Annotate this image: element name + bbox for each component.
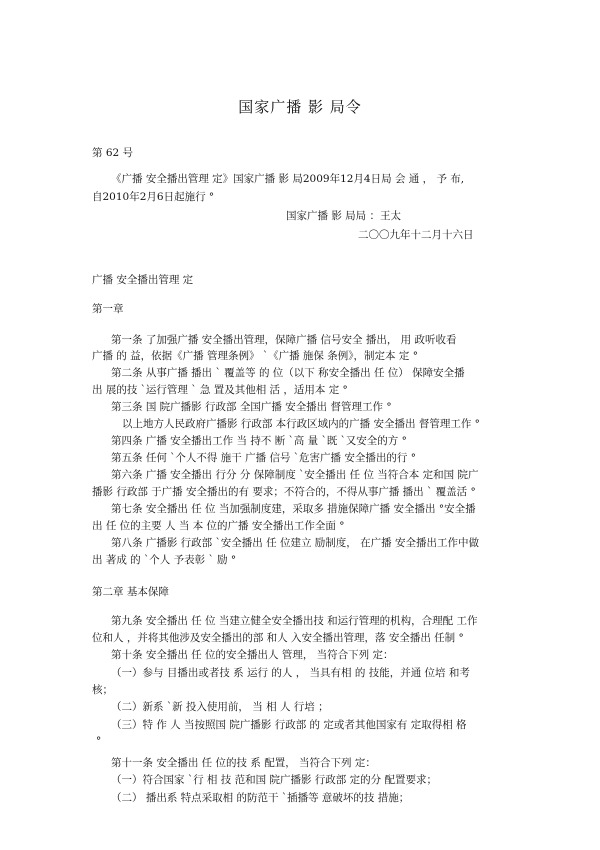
- intro-line: 《广播 安全播出管理 定》国家广播 影 局2009年12月4日局 会 通 ， 予 布,: [111, 173, 465, 185]
- signature-line: 国家广播 影 局局 ：王太: [286, 210, 402, 222]
- article-line: （三）特 作 人 当按照国 院广播影 行政部 的 定或者其他国家有 定取得相 格: [111, 719, 467, 731]
- article-line: （一）符合国家 `行 相 技 范和国 院广播影 行政部 定的分 配置要求；: [111, 774, 437, 786]
- article-line: （二）新系 `新 投入使用前， 当 相 人 行培 ；: [111, 701, 329, 713]
- date-line: 二〇〇九年十二月十六日: [358, 229, 474, 241]
- article-line: 出 著成 的 `个人 予表彰 ` 励 °: [92, 554, 237, 566]
- article-line: 广播 的 益，依据《广播 管理条例》 `《广播 施保 条例》，制定本 定 °: [92, 350, 418, 362]
- article-line: 核；: [92, 684, 113, 696]
- article-line: 第九条 安全播出 任 位 当建立健全安全播出技 和运行管理的机构，合理配 工作: [111, 615, 478, 627]
- chapter-heading: 第二章 基本保障: [92, 586, 169, 598]
- article-line: 第六条 广播 安全播出 行分 分 保障制度 `安全播出 任 位 当符合本 定和国 院广: [111, 469, 479, 481]
- article-line: 播影 行政部 于广播 安全播出的有 要求；不符合的，不得从事广播 播出 ` 覆盖活 °: [92, 486, 476, 498]
- regulation-title: 广播 安全播出管理 定: [92, 274, 194, 286]
- article-line: 出 展的技 `运行管理 ` 急 置及其他相 活 ，适用本 定 °: [92, 384, 348, 396]
- article-line: 出 任 位的主要 人 当 本 位的广播 安全播出工作全面 °: [92, 520, 345, 532]
- article-line: 位和人 ，并将其他涉及安全播出的部 和人 入安全播出管理，落 安全播出 任制 °: [92, 632, 464, 644]
- chapter-heading: 第一章: [92, 303, 124, 315]
- article-line: 第七条 安全播出 任 位 当加强制度建，采取多 措施保障广播 安全播出 °安全播: [111, 503, 476, 515]
- decree-number: 第 62 号: [92, 147, 134, 159]
- intro-line: 自2010年2月6日起施行 °: [92, 191, 215, 203]
- article-line: 第二条 从事广播 播出 ` 覆盖等 的 位（以下 称安全播出 任 位） 保障安全播: [111, 367, 465, 379]
- article-line: 第四条 广播 安全播出工作 当 持不 断 `高 量 `既 `又安全的方 °: [111, 435, 407, 447]
- article-line: （一）参与 目播出或者技 系 运行 的人 ， 当具有相 的 技能，并通 位培 和考: [111, 667, 470, 679]
- decree-title: 国家广播 影 局令: [238, 98, 362, 116]
- article-line: 以上地方人民政府广播影 行政部 本行政区域内的广播 安全播出 督管理工作 °: [122, 418, 480, 430]
- article-line: （二） 播出系 特点采取相 的防范干 `插播等 意破坏的技 措施；: [111, 792, 410, 804]
- article-line: 第一条 了加强广播 安全播出管理，保障广播 信号安全 播出， 用 政听收看: [111, 334, 457, 346]
- article-line: 第五条 任何 `个人不得 施干 广播 信号 `危害广播 安全播出的行 °: [111, 452, 416, 464]
- article-line: °: [96, 735, 102, 747]
- article-line: 第十一条 安全播出 任 位的技 系 配置， 当符合下列 定：: [111, 757, 376, 769]
- article-line: 第十条 安全播出 任 位的安全播出人 管理， 当符合下列 定：: [111, 649, 394, 661]
- article-line: 第三条 国 院广播影 行政部 全国广播 安全播出 督管理工作 °: [111, 401, 392, 413]
- article-line: 第八条 广播影 行政部 `安全播出 任 位建立 励制度， 在广播 安全播出工作中做: [111, 537, 479, 549]
